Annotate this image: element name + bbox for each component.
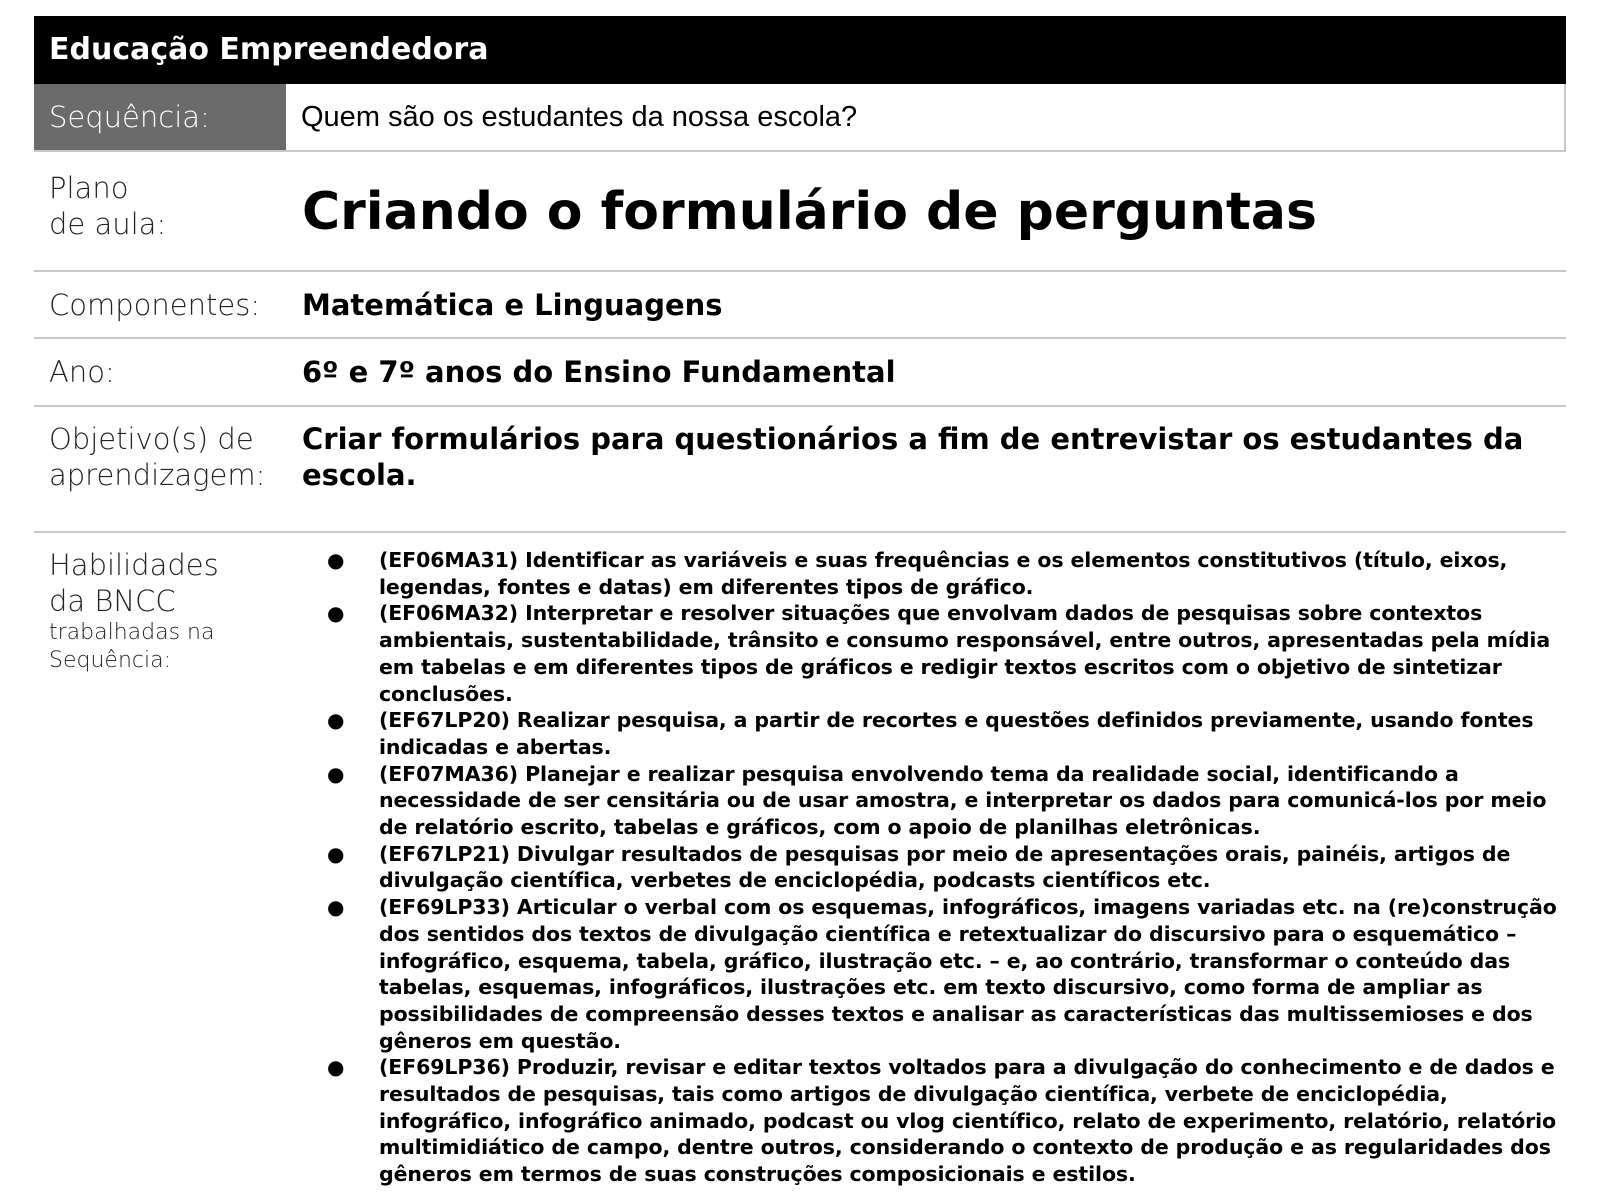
lesson-plan-label-line2: de aula: xyxy=(49,207,167,241)
skills-row xyxy=(34,533,1566,1188)
program-title: Educação Empreendedora xyxy=(34,16,1566,84)
lesson-plan-document xyxy=(34,16,1566,1188)
skill-text: (EF69LP36) Produzir, revisar e editar textos voltados para a divulgação do conhecimento e de dados e resultados de pesquisas, tais como artigos de divulgação científica, verbete de enciclopédia, infográfico, infográfico animado, podcast ou vlog científico, relato de experimento, relatório, relatório multimidiático de campo, dentre outros, considerando o contexto de produção e as regularidades dos gêneros em termos de suas construções composicionais e estilos. xyxy=(379,1055,1556,1187)
skill-text: (EF67LP20) Realizar pesquisa, a partir de recortes e questões definidos previamente, usando fontes indicadas e abertas. xyxy=(379,708,1534,759)
list-item xyxy=(286,894,1566,1054)
skill-text: (EF06MA32) Interpretar e resolver situações que envolvam dados de pesquisas sobre contextos ambientais, sustentabilidade, trânsito e consumo responsável, entre outros, apresentadas pela mídia em tabelas e em diferentes tipos de gráficos e redigir textos escritos com o objetivo de sintetizar conclusões. xyxy=(379,601,1551,706)
bullet-icon: ● xyxy=(327,841,345,866)
objective-label-line2: aprendizagem: xyxy=(49,458,266,492)
list-item xyxy=(286,707,1566,760)
objective-row xyxy=(34,407,1566,533)
lesson-plan-title: Criando o formulário de perguntas xyxy=(302,182,1317,242)
skill-text: (EF07MA36) Planejar e realizar pesquisa envolvendo tema da realidade social, identificando a necessidade de ser censitária ou de usar amostra, e interpretar os dados para comunicá-los por meio de relatório escrito, tabelas e gráficos, com o apoio de planilhas eletrônicas. xyxy=(379,761,1547,840)
bullet-icon: ● xyxy=(327,1055,345,1080)
skills-label-line2: da BNCC xyxy=(49,584,176,618)
bullet-icon: ● xyxy=(327,895,345,920)
sequence-value: Quem são os estudantes da nossa escola? xyxy=(286,84,1566,150)
sequence-row xyxy=(34,84,1566,152)
sequence-label: Sequência: xyxy=(34,84,286,150)
list-item xyxy=(286,600,1566,707)
skill-text: (EF06MA31) Identificar as variáveis e suas frequências e os elementos constitutivos (título, eixos, legendas, fontes e datas) em diferentes tipos de gráfico. xyxy=(379,548,1508,599)
year-value: 6º e 7º anos do Ensino Fundamental xyxy=(302,355,896,389)
year-label: Ano: xyxy=(49,355,115,389)
components-label: Componentes: xyxy=(49,288,261,322)
bullet-icon: ● xyxy=(327,761,345,786)
list-item xyxy=(286,761,1566,841)
bullet-icon: ● xyxy=(327,548,345,572)
lesson-plan-label-line1: Plano xyxy=(49,171,129,205)
skill-text: (EF69LP33) Articular o verbal com os esquemas, infográficos, imagens variadas etc. na (re)construção dos sentidos dos textos de divulgação científica e retextualizar do discursivo para o esquemático – infográfico, esquema, tabela, gráfico, ilustração etc. – e, ao contrário, transformar o conteúdo das tabelas, esquemas, infográficos, ilustrações etc. em texto discursivo, como forma de ampliar as possibilidades de compreensão desses textos e analisar as características das multissemioses e dos gêneros em questão. xyxy=(379,895,1557,1053)
bullet-icon: ● xyxy=(327,708,345,733)
skill-text: (EF67LP21) Divulgar resultados de pesquisas por meio de apresentações orais, painéis, artigos de divulgação científica, verbetes de enciclopédia, podcasts científicos etc. xyxy=(379,841,1511,893)
components-value: Matemática e Linguagens xyxy=(302,288,723,322)
list-item xyxy=(286,547,1566,600)
skills-label-line4: Sequência: xyxy=(49,648,171,673)
objective-value: Criar formulários para questionários a fim de entrevistar os estudantes da escola. xyxy=(302,422,1524,492)
lesson-plan-label xyxy=(34,152,286,270)
skills-label-line3: trabalhadas na xyxy=(49,620,215,645)
components-row xyxy=(34,272,1566,339)
skills-list xyxy=(286,533,1566,1188)
year-row xyxy=(34,339,1566,407)
bullet-icon: ● xyxy=(327,601,345,626)
list-item xyxy=(286,841,1566,894)
lesson-plan-row xyxy=(34,152,1566,272)
list-item xyxy=(286,1054,1566,1188)
objective-label-line1: Objetivo(s) de xyxy=(49,422,254,456)
skills-label xyxy=(34,533,286,1188)
objective-label xyxy=(34,407,286,531)
skills-label-line1: Habilidades xyxy=(49,548,219,582)
